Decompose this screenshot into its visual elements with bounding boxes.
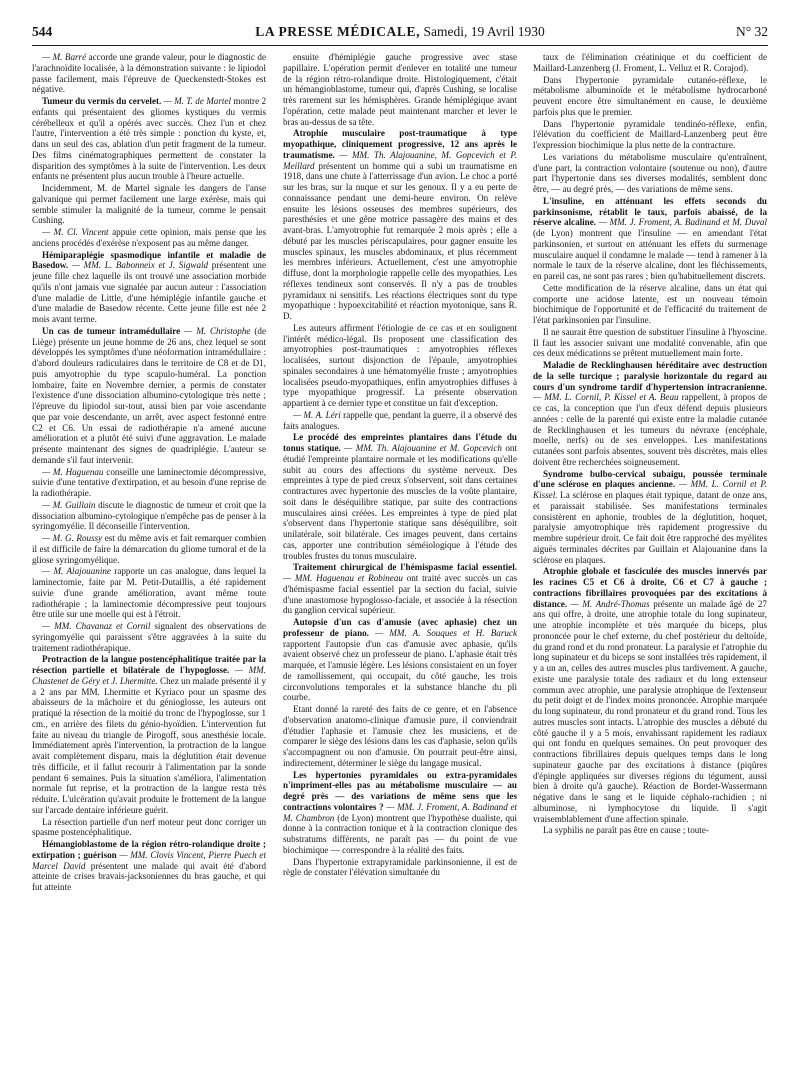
section-paragraph	[283, 562, 517, 616]
section-paragraph	[533, 196, 767, 282]
paragraph-text: signalent des observations de syringomyélie qui paraissent s'être aggravées à la suite du traitement radiothérapique.	[32, 621, 266, 653]
section-title: Atrophie musculaire post-traumatique à type myopathique, cliniquement progressive, 12 ans après le traumatisme.	[283, 128, 517, 160]
paragraph-text: (de Lyon) montrent que l'hypothèse dualiste, qui donne à la contraction tonique et à la contraction clonique des substratums différents, ne paraît pas — du point de vue biochimique — correspondre à la réalité des faits.	[283, 812, 517, 855]
paragraph-text: Dans l'hypertonie pyramidale cutanéo-réflexe, le métabolisme albuminoïde et le métabolisme hydrocarboné peuvent encore être simultanément en cause, le deuxième parfois plus que le premier.	[533, 74, 767, 117]
journal-name: LA PRESSE MÉDICALE,	[255, 24, 421, 39]
author-names: — MM. Chastenet de Géry et J. Lhermitte.	[32, 665, 266, 686]
section-paragraph	[533, 469, 767, 566]
header-rule	[32, 45, 768, 46]
author-names: — MM. Clovis Vincent, Pierre Puech et Marcel David	[32, 849, 266, 871]
author-names: — MM. J. Froment, A. Badinand et M. Duval	[596, 217, 767, 228]
author-names: — M. André-Thomas	[567, 598, 650, 609]
paragraph-text: ont étudié l'empreinte plantaire normale et les modifications qu'elle subit au cours des affections du système nerveux. Des empreintes à type de pied creux s'observent, soit dans certaines contractures avec hypertonie des muscles de la voûte plantaire, soit dans le déséquilibre statique, par suite des contractions musculaires ainsi créées. Les empreintes à type de pied plat s'observent dans l'hypertonie statique sans déséquilibre, soit unilatérale, soit bilatérale. Ces images peuvent, dans certains cas, apporter une contribution séméiologique à l'étude des troubles frustes du tonus musculaire.	[283, 443, 517, 561]
section-title: Syndrome bulbo-cervical subaigu, poussée terminale d'une sclérose en plaques ancienne.	[533, 468, 767, 490]
author-names: — MM. J. Froment, A. Badinand et M. Chambron	[283, 801, 517, 823]
paragraph-text: Etant donné la rareté des faits de ce genre, et en l'absence d'observation anatomo-clinique d'amusie pure, il conviendrait d'étudier l'aphasie et l'amusie chez les musiciens, et de comparer le siège des lésions dans les cas d'aphasie, selon qu'ils s'accompagnent ou non d'amusie. On pourrait peut-être ainsi, indirectement, déterminer le siège du langage musical.	[283, 704, 517, 768]
section-title: Maladie de Recklinghausen héréditaire avec destruction de la selle turcique ; paralysie horizontale du regard au cours d'un syndrome tardif d'hypertension intracranienne.	[533, 360, 767, 392]
text-column-1	[32, 52, 266, 1072]
author-names: — MM. L. Cornil et P. Kissel.	[533, 479, 767, 500]
paragraph-text: rapportent l'autopsie d'un cas d'amusie avec aphasie, qu'ils avaient observé chez un professeur de piano. L'aphasie était très marquée, et l'amusie légère. Les lésions consistaient en un foyer de ramollissement, qui occupait, du côté gauche, les trois circonvolutions temporales et la substance blanche du pli courbe.	[283, 638, 517, 703]
body-paragraph	[283, 52, 517, 127]
author-names: — MM. L. Babonneix et J. Sigwald	[68, 260, 209, 271]
section-title: L'insuline, en atténuant les effets seconds du parkinsonisme, rétablit le taux, parfois abaissé, de la réserve alcaline.	[533, 195, 767, 228]
paragraph-text: La sclérose en plaques était typique, datant de onze ans, et paraissait stabilisée. Ses manifestations terminales consistèrent en aphonie, troubles de la déglutition, hoquet, paralysie amyotrophique très rapidement progressive du membre supérieur droit. Ce fait doit être rapproché des myélites aiguës terminales décrites par Guillain et Alajouanine dans la sclérose en plaques.	[533, 490, 767, 565]
paragraph-text: rappelle que, pendant la guerre, il a observé des faits analogues.	[283, 409, 517, 431]
author-names: — M. A. Léri	[293, 409, 341, 420]
section-title: Traitement chirurgical de l'hémispasme facial essentiel.	[293, 562, 517, 573]
body-paragraph	[533, 75, 767, 118]
author-names: — M. Christophe	[180, 325, 251, 336]
paragraph-text: présentent une malade qui avait été d'abord atteinte de crises bravais-jacksoniennes du bras gauche, et qui fut atteinte	[32, 860, 266, 892]
section-paragraph	[283, 432, 517, 561]
author-names: — M. Haguenau	[42, 466, 104, 477]
section-paragraph	[533, 360, 767, 468]
body-paragraph	[32, 467, 266, 499]
paragraph-text: discute le diagnostic de tumeur et croit que la dissociation albumino-cytologique n'empêche pas de penser à la syringomyélie. Il déconseille l'intervention.	[32, 499, 266, 532]
paragraph-text: La résection partielle d'un nerf moteur peut donc corriger un spasme postencéphalitique.	[32, 816, 266, 838]
paragraph-text: conseille une laminectomie décompressive, suivie d'une tentative d'extirpation, et au besoin d'une reprise de la radiothérapie.	[32, 466, 266, 498]
paragraph-text: ensuite d'hémiplégie gauche progressive avec stase papillaire. L'opération permit d'enlever en totalité une tumeur de la région rétro-rolandique droite. Histologiquement, c'était un hémangioblastome, tumeur qui, d'après Cushing, se localise très rarement sur les hémisphères. Grande hémiplégique avant l'opération, cette malade peut maintenant marcher et lever le bras au-dessus de sa tête.	[283, 52, 517, 127]
body-paragraph	[32, 52, 266, 95]
paragraph-text: accorde une grande valeur, pour le diagnostic de l'arachnoïdite localisée, à la démonstration suivante : le lipiodol passe facilement, mais l'épreuve de Queckenstedt-Stokes est négative.	[32, 52, 266, 95]
paragraph-text: Incidemment, M. de Martel signale les dangers de l'anse galvanique qui permet facilement une large exérèse, mais qui semble stimuler la malignité de la tumeur, comme le pensait Cushing.	[32, 183, 266, 226]
running-title	[32, 24, 768, 40]
author-names: — M. Barré	[42, 52, 87, 62]
paragraph-text: Les variations du métabolisme musculaire qu'entraînent, d'une part, la contraction volontaire (soutenue ou non), d'autre part l'hypertonie dans ses diverses modalités, semblent donc être, — au degré près, — des variations de même sens.	[533, 151, 767, 194]
body-paragraph	[32, 566, 266, 620]
author-names: — M. Alajouanine	[42, 566, 111, 577]
body-paragraph	[32, 500, 266, 532]
body-paragraph	[533, 52, 767, 74]
paragraph-text: est du même avis et fait remarquer combien il est difficile de faire la démarcation du gliome tumoral et de la gliose syringomyélique.	[32, 533, 266, 565]
body-paragraph	[283, 704, 517, 769]
body-paragraph	[283, 857, 517, 879]
section-title: Hémiparaplégie spasmodique infantile et maladie de Basedow.	[32, 249, 266, 271]
section-paragraph	[32, 326, 266, 466]
author-names: — M. Guillain	[42, 499, 96, 510]
body-paragraph	[533, 119, 767, 151]
issue-date: Samedi, 19 Avril 1930	[423, 24, 545, 39]
section-paragraph	[283, 617, 517, 703]
body-paragraph	[32, 533, 266, 565]
body-paragraph	[32, 817, 266, 839]
body-paragraph	[283, 410, 517, 432]
author-names: — MM. Th. Alajouanine, M. Gopcevich et P. Meillard	[283, 149, 517, 171]
paragraph-text: Il ne saurait être question de substituer l'insuline à l'hyoscine. Il faut les associer suivant une modalité convenable, afin que ces deux médications se prêtent mutuellement main forte.	[533, 326, 767, 359]
paragraph-text: Cette modification de la réserve alcaline, dans un état qui comporte une acidose latente, est un nouveau témoin biochimique de l'opportunité et de l'efficacité du traitement de l'état parkinsonien par l'insuline.	[533, 282, 767, 325]
section-title: Hémangioblastome de la région rétro-rolandique droite ; extirpation ; guérison	[32, 839, 266, 860]
body-paragraph	[32, 183, 266, 226]
text-column-2	[283, 52, 517, 1072]
section-paragraph	[32, 654, 266, 815]
page-number: 544	[32, 24, 53, 39]
section-title: Autopsie d'un cas d'amusie (avec aphasie) chez un professeur de piano.	[283, 617, 517, 638]
section-title: Protraction de la langue postencéphalitique traitée par la résection partielle et bilatérale de l'hypoglosse.	[32, 654, 266, 675]
paragraph-text: (de Lyon) montrent que l'insuline — en amendant l'état parkinsonien, et surtout en atténuant les effets du surmenage musculaire auquel il condamne le malade — tend à ramener à la normale le taux de la réserve alcaline, dont les fléchissements, en pareil cas, ne sont pas rares ; bien qu'habituellement discrets.	[533, 228, 767, 281]
body-paragraph	[533, 327, 767, 359]
body-paragraph	[533, 283, 767, 326]
author-names: — MM. Haguenau et Robineau	[283, 573, 403, 583]
paragraph-text: rapporte un cas analogue, dans lequel la laminectomie, faite par M. Petit-Dutaillis, a été rapidement suivie d'une grande amélioration, avant même toute radiothérapie ; la laminectomie décompressive peut toujours être utile sur une moelle qui est à l'étroit.	[32, 566, 266, 620]
author-names: — M. T. de Martel	[161, 96, 231, 106]
section-title: Le procédé des empreintes plantaires dans l'étude du tonus statique.	[283, 432, 517, 453]
author-names: — M. Cl. Vincent	[42, 227, 109, 237]
paragraph-text: ont traité avec succès un cas d'hémispasme facial essentiel par la section du facial, suivie d'une anastomose hypoglosso-faciale, et associée à la résection du ganglion cervical supérieur.	[283, 573, 517, 616]
body-paragraph	[283, 323, 517, 409]
paragraph-text: Dans l'hypertonie pyramidale tendinéo-réflexe, enfin, l'élévation du coefficient de Maillard-Lanzenberg peut être l'expression biochimique la plus nette de la contracture.	[533, 118, 767, 150]
body-paragraph	[533, 152, 767, 195]
text-column-3	[533, 52, 767, 1072]
author-names: — MM. A. Souques et H. Baruck	[368, 627, 517, 638]
section-title: Un cas de tumeur intramédullaire	[42, 325, 181, 336]
body-paragraph	[32, 621, 266, 653]
author-names: — MM. L. Cornil, P. Kissel et A. Beau	[533, 392, 679, 403]
section-title: Atrophie globale et fasciculée des muscles innervés par les racines C5 et C6 à droite, C6 et C7 à gauche ; contractions fibrillaires provoquées par des excitations à distance.	[533, 566, 767, 609]
paragraph-text: présentent un homme qui a subi un traumatisme en 1918, dans une chute à l'atterrissage d'un avion. Le choc a porté sur les bras, sur la nuque et sur les genoux. Il y a eu perte de connaissance pendant une demi-heure environ. On relève ensuite les lésions osseuses des membres supérieurs, des paresthésies et une gêne motrice passagère des mains et des avant-bras. L'amyotrophie fut remarquée 2 mois après ; elle a débuté par les muscles périscapulaires, pour gagner ensuite les muscles spinaux, les muscles abdominaux, et plus récemment les membres inférieurs. Actuellement, c'est une amyotrophie diffuse, dont la morphologie rappelle celle des myopathies. Les réflexes tendineux sont conservés. Il n'y a pas de troubles pyramidaux ni sensitifs. Les réactions électriques sont du type myopathique : hypoexcitabilité et réaction myotonique, sans R. D.	[283, 160, 517, 321]
body-paragraph	[533, 825, 767, 836]
author-names: — MM. Th. Alajouanine et M. Gopcevich	[340, 443, 502, 453]
paragraph-text: taux de l'élimination créatinique et du coefficient de Maillard-Lanzenberg (J. Froment, L. Velluz et R. Corajod).	[533, 52, 767, 73]
paragraph-text: montre 2 enfants qui présentaient des gliomes kystiques du vermis cérébelleux et qu'il a opérés avec succès. Chez l'un et chez l'autre, l'intervention a été très simple : ponction du kyste, et, dans un seul des cas, ablation d'un petit fragment de la tumeur. Des films cinématographiques permettent de constater la disparition des symptômes à la suite de l'intervention. Les deux enfants ne présentent plus aucun trouble à l'heure actuelle.	[32, 96, 266, 182]
section-title: Les hypertonies pyramidales ou extra-pyramidales n'impriment-elles pas au métabolisme musculaire — au degré près — des variations de même sens que les contractions volontaires ?	[283, 769, 517, 812]
body-paragraph	[32, 227, 266, 249]
section-paragraph	[32, 839, 266, 893]
section-title: Tumeur du vermis du cervelet.	[42, 96, 162, 106]
author-names: — MM. Chavanaz et Cornil	[42, 621, 151, 631]
section-paragraph	[32, 250, 266, 325]
paragraph-text: rappellent, à propos de ce cas, la conception que l'un d'eux défend depuis plusieurs années : celle de la parenté qui existe entre la maladie cutanée de Recklinghausen et les tumeurs du névraxe (encéphale, moelle, nerfs) ou de ses enveloppes. Les manifestations cutanées sont parfois absentes, souvent très discrètes, mais elles doivent être recherchées soigneusement.	[533, 392, 767, 467]
paragraph-text: appuie cette opinion, mais pense que les anciens procédés d'exérèse n'exposent pas au même danger.	[32, 227, 266, 248]
section-paragraph	[533, 566, 767, 824]
paragraph-text: présente un malade âgé de 27 ans qui offre, à droite, une atrophie totale du long supinateur, une atrophie incomplète et très marquée du biceps, plus prononcée pour le chef externe, du chef postérieur du deltoïde, du grand rond et du rond pronateur. La paralysie et l'atrophie du long supinateur et du biceps se sont installées très rapidement, il y a un an, celles des autres muscles plus tardivement. A gauche, existe une paralysie totale des radiaux et du long extenseur commun avec atrophie, une paralysie atrophique de l'extenseur du petit doigt et de l'index moins prononcée. Atrophie marquée du long supinateur, du rond pronateur et du grand rond. Tous les autres muscles sont intacts. L'atrophie des muscles a débuté du côté gauche il y a 5 mois, envahissant rapidement les radiaux qui ont fondu en quelques semaines. On peut provoquer des contractions fibrillaires depuis quelques temps dans le long supinateur gauche par des excitations à distance (piqûres d'épingle appliquées sur diverses régions du tégument, aussi bien à droite qu'à gauche). Réaction de Bordet-Wassermann négative dans le sang et le liquide céphalo-rachidien ; ni albuminose, ni lymphocytose du liquide. Il s'agit vraisemblablement d'une affection spinale.	[533, 598, 767, 824]
paragraph-text: Chez un malade présenté il y a 2 ans par MM. Lhermitte et Kyriaco pour un spasme des abaisseurs de la mâchoire et du génioglosse, les auteurs ont pratiqué la résection de la moitié du tronc de l'hypoglosse, sur 1 cm., en arrière des filets du génio-hyoïdien. L'intervention fut faite au niveau du triangle de Pirogoff, sous anesthésie locale. Immédiatement après l'intervention, la protraction de la langue avait complètement disparu, mais la déglutition était devenue très difficile, et il fallut recourir à l'alimentation par la sonde pendant 6 semaines. Puis la situation s'améliora, l'alimentation normale fut reprise, et la protraction de la langue resta très réduite. L'ulcération qu'avait produite le frottement de la langue sur l'arcade dentaire inférieure guérit.	[32, 675, 266, 815]
paragraph-text: présentent une jeune fille chez laquelle ils ont trouvé une association morbide qu'ils n'ont jamais vue signalée par aucun auteur : l'association d'une maladie de Little, d'une hémiplégie infantile gauche et d'une maladie de Basedow récente. Cette jeune fille est née 2 mois avant terme.	[32, 260, 266, 324]
author-names: — M. G. Roussy	[42, 533, 103, 543]
issue-number: N° 32	[735, 24, 768, 39]
paragraph-text: La syphilis ne paraît pas être en cause ; toute-	[543, 825, 709, 836]
paragraph-text: Dans l'hypertonie extrapyramidale parkinsonienne, il est de règle de constater l'élévation simultanée du	[283, 856, 517, 878]
section-paragraph	[32, 96, 266, 182]
paragraph-text: Les auteurs affirment l'étiologie de ce cas et en soulignent l'intérêt médico-légal. Ils proposent une classification des amyotrophies post-traumatiques : amyotrophies réflexes localisées, surtout disjonction de l'épaule, amyotrophies spinales secondaires à une hématomyélie fruste ; amyotrophies localisées pseudo-myopathiques, enfin amyotrophies diffuses à type myopathique progressif. La présente observation appartient à ce dernier type et constitue un fait d'exception.	[283, 322, 517, 408]
section-paragraph	[283, 770, 517, 856]
paragraph-text: (de Liège) présente un jeune homme de 26 ans, chez lequel se sont développés les symptômes d'une néoformation intramédullaire : d'abord douleurs radiculaires dans le territoire de C8 et de D1, puis amyotrophie du type scapulo-huméral. La ponction lombaire, faite en Novembre dernier, a permis de constater l'existence d'une dissociation albumino-cytologique très nette ; l'épreuve du lipiodol sur-tout, aussi bien par voie ascendante que par voie descendante, un arrêt, avec aspect festonné entre C2 et C6. Un essai de radiothérapie n'a amené aucune amélioration et a plutôt été suivi d'une aggravation. Le malade présente maintenant des signes de quadriplégie. L'auteur se demande s'il faut intervenir.	[32, 325, 266, 465]
section-paragraph	[283, 128, 517, 322]
page-header	[32, 24, 768, 44]
